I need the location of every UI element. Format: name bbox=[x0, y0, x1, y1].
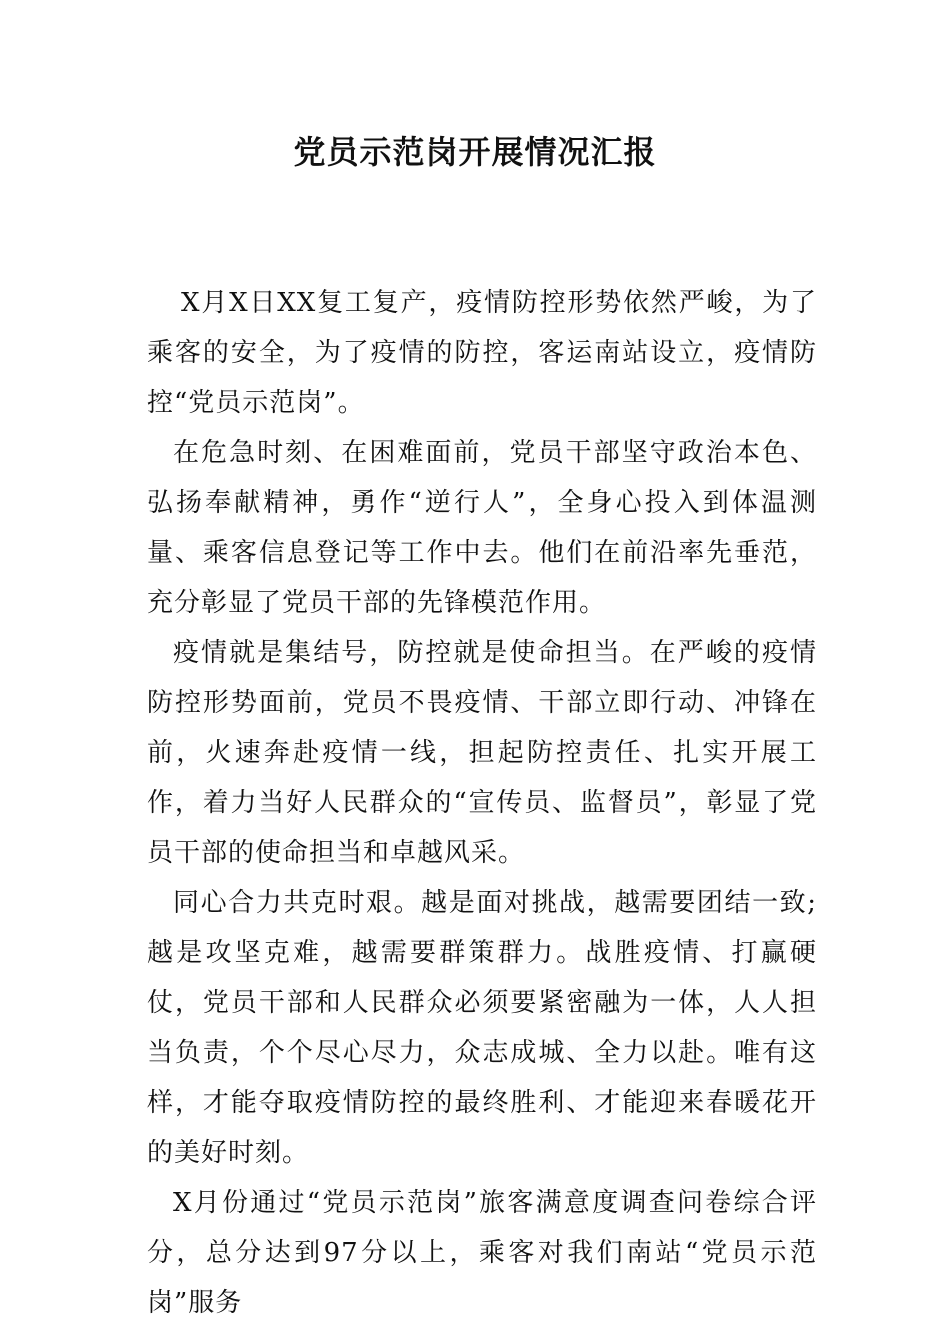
paragraph-5: X月份通过“党员示范岗”旅客满意度调查问卷综合评分，总分达到97分以上，乘客对我们南站“党员示范岗”服务 bbox=[147, 1188, 817, 1318]
document-body bbox=[147, 278, 817, 1328]
document-title: 党员示范岗开展情况汇报 bbox=[293, 133, 657, 171]
paragraph-2: 在危急时刻、在困难面前，党员干部坚守政治本色、弘扬奉献精神，勇作“逆行人”，全身心投入到体温测量、乘客信息登记等工作中去。他们在前沿率先垂范，充分彰显了党员干部的先锋模范作用。 bbox=[147, 438, 817, 618]
paragraph-3: 疫情就是集结号，防控就是使命担当。在严峻的疫情防控形势面前，党员不畏疫情、干部立即行动、冲锋在前，火速奔赴疫情一线，担起防控责任、扎实开展工作，着力当好人民群众的“宣传员、监督员”，彰显了党员干部的使命担当和卓越风采。 bbox=[147, 638, 817, 868]
paragraph-1: X月X日XX复工复产，疫情防控形势依然严峻，为了乘客的安全，为了疫情的防控，客运南站设立，疫情防控“党员示范岗”。 bbox=[147, 288, 817, 418]
paragraph-4: 同心合力共克时艰。越是面对挑战，越需要团结一致;越是攻坚克难，越需要群策群力。战胜疫情、打赢硬仗，党员干部和人民群众必须要紧密融为一体，人人担当负责，个个尽心尽力，众志成城、全力以赴。唯有这样，才能夺取疫情防控的最终胜利、才能迎来春暖花开的美好时刻。 bbox=[147, 888, 817, 1168]
